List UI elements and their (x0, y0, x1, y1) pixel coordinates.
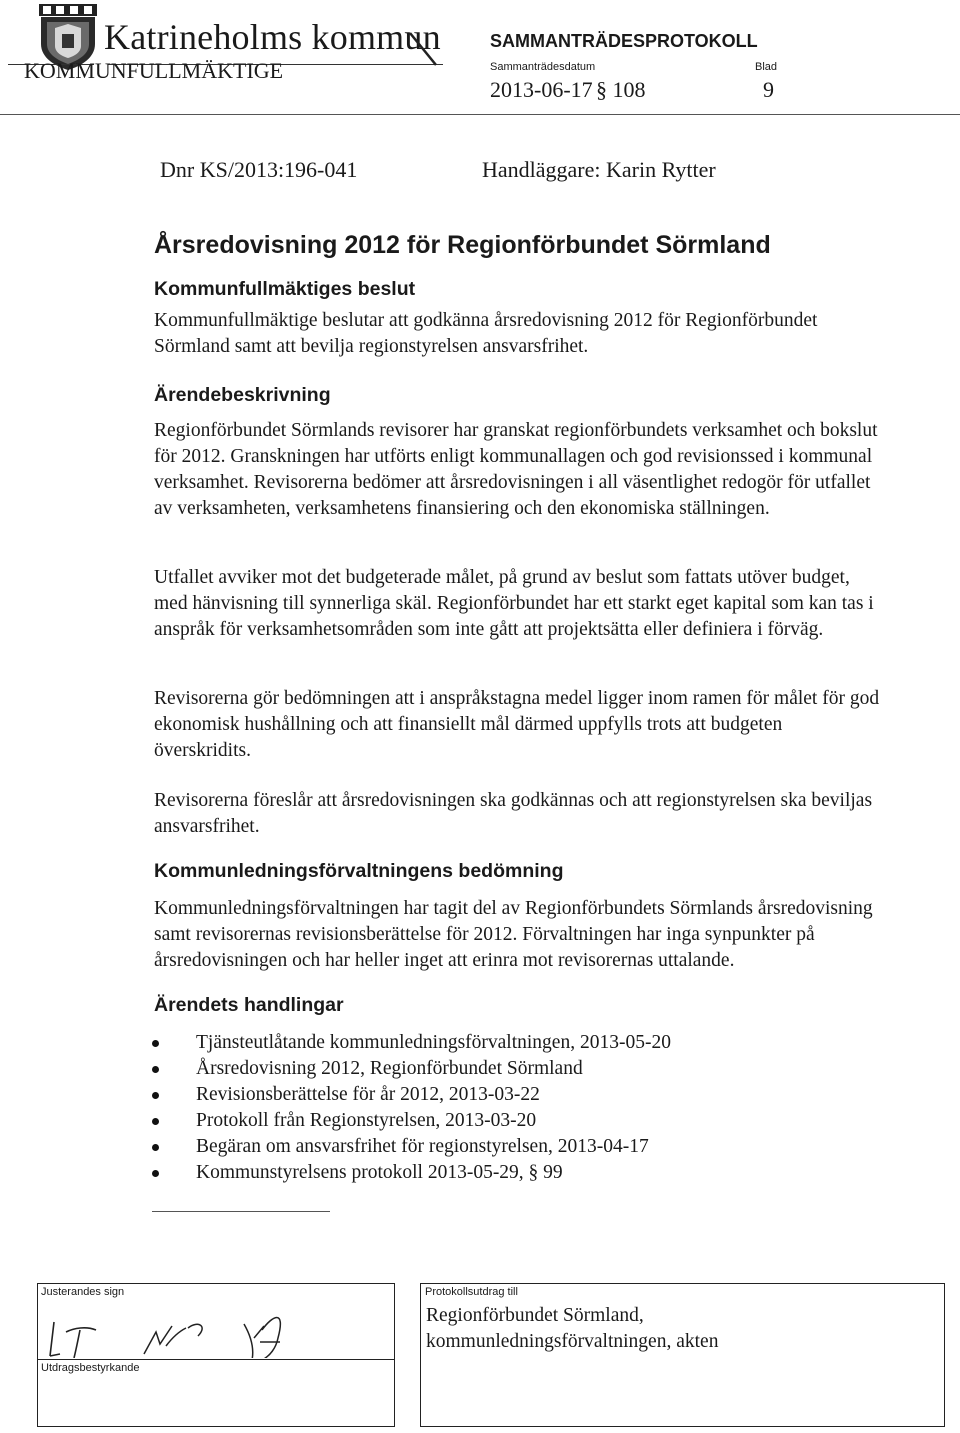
list-item: Kommunstyrelsens protokoll 2013-05-29, § 99 (150, 1160, 880, 1186)
list-item: Revisionsberättelse för år 2012, 2013-03-22 (150, 1082, 880, 1108)
case-number: Dnr KS/2013:196-041 (160, 157, 358, 182)
decision-heading: Kommunfullmäktiges beslut (154, 278, 416, 300)
utdragsbestyrkande-label: Utdragsbestyrkande (41, 1362, 140, 1374)
case-description-paragraph: Revisorerna gör bedömningen att i anspråkstagna medel ligger inom ramen för målet för god ekonomisk hushållning och att finansiellt mål därmed uppfylls trots att budgeten överskridits. (154, 688, 880, 761)
paragraph-number: § 108 (596, 77, 646, 102)
case-officer: Handläggare: Karin Rytter (482, 157, 716, 182)
page-number: 9 (763, 77, 774, 102)
date-label: Sammanträdesdatum (490, 61, 596, 73)
page-title: Årsredovisning 2012 för Regionförbundet Sörmland (154, 231, 771, 259)
case-description-paragraph: Regionförbundet Sörmlands revisorer har granskat regionförbundets verksamhet och bokslut för 2012. Granskningen har utförts enligt kommunallagen och god revisionssed i kommunal verksamhet. Revisorerna bedömer att årsredovisningen i all väsentlighet redogör för utfallet av verksamheten, verksamhetens finansiering och den ekonomiska ställningen. (154, 420, 878, 519)
assessment-heading: Kommunledningsförvaltningens bedömning (154, 860, 564, 882)
documents-list (150, 1030, 880, 1186)
meeting-date: 2013-06-17 (490, 77, 593, 102)
header-divider (0, 114, 960, 115)
page-label: Blad (755, 61, 778, 73)
case-description-paragraph: Utfallet avviker mot det budgeterade målet, på grund av beslut som fattats utöver budget, med hänvisning till synnerliga skäl. Regionförbundet har ett starkt eget kapital som kan tas i anspråk för verksamhetsområden som inte gått att projektsätta eller definiera i förväg. (154, 567, 874, 640)
justerandes-sign-label: Justerandes sign (41, 1286, 125, 1298)
list-item: Årsredovisning 2012, Regionförbundet Sörmland (150, 1056, 880, 1082)
case-description-heading: Ärendebeskrivning (154, 384, 331, 406)
document-type: SAMMANTRÄDESPROTOKOLL (490, 31, 758, 51)
recipient-line: kommunledningsförvaltningen, akten (426, 1331, 719, 1352)
handwritten-initials (48, 1298, 348, 1358)
decision-text: Kommunfullmäktige beslutar att godkänna årsredovisning 2012 för Regionförbundet Sörmland samt att bevilja regionstyrelsen ansvarsfrihet. (154, 310, 818, 357)
list-item: Begäran om ansvarsfrihet för regionstyrelsen, 2013-04-17 (150, 1134, 880, 1160)
distribution-recipients (426, 1303, 718, 1355)
assessment-text: Kommunledningsförvaltningen har tagit del av Regionförbundets Sörmlands årsredovisning samt revisorernas revisionsberättelse för 2012. Förvaltningen har inga synpunkter på årsredovisningen och har heller inget att erinra mot revisorernas uttalande. (154, 898, 873, 971)
body-name: KOMMUNFULLMÄKTIGE (24, 58, 284, 83)
header-slash-mark (404, 27, 440, 67)
list-item: Protokoll från Regionstyrelsen, 2013-03-20 (150, 1108, 880, 1134)
signature-box-divider (37, 1359, 395, 1360)
list-item: Tjänsteutlåtande kommunledningsförvaltningen, 2013-05-20 (150, 1030, 880, 1056)
case-description-paragraph: Revisorerna föreslår att årsredovisningen ska godkännas och att regionstyrelsen ska beviljas ansvarsfrihet. (154, 790, 873, 837)
organization-name: Katrineholms kommun (104, 17, 441, 57)
documents-heading: Ärendets handlingar (154, 994, 344, 1016)
end-divider (152, 1211, 330, 1212)
recipient-line: Regionförbundet Sörmland, (426, 1305, 644, 1326)
distribution-label: Protokollsutdrag till (425, 1286, 518, 1298)
